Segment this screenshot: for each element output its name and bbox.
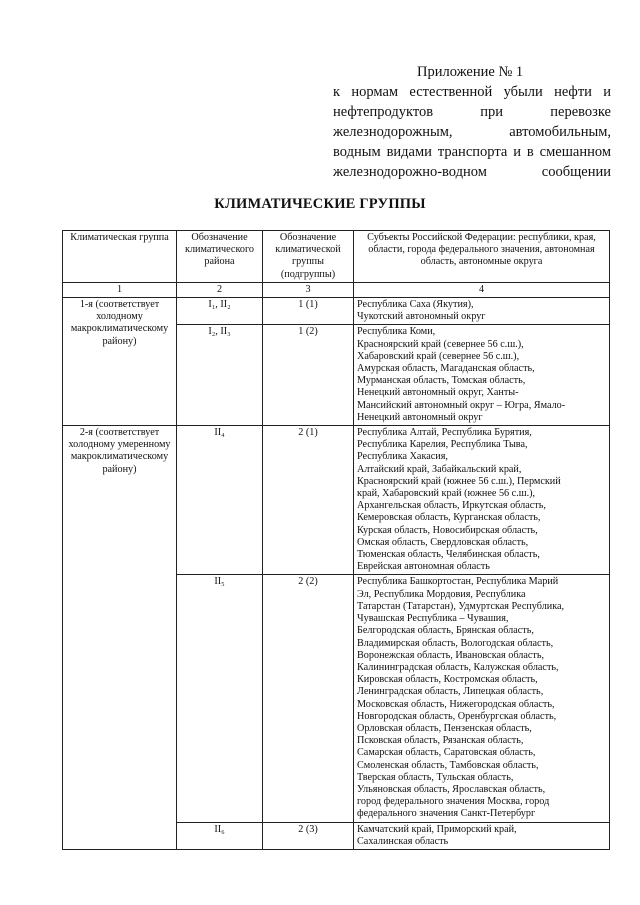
subjects-cell [354,426,610,575]
column-number: 4 [354,282,610,297]
region-code: I₂, II₃ [177,325,263,426]
subject-line: федерального значения Санкт-Петербург [357,808,536,820]
climatic-groups-table [62,230,610,850]
subject-line: Ульяновская область, Ярославская область, [357,783,546,795]
header-cell-group: Климатическая группа [63,231,177,283]
subject-line: Камчатский край, Приморский край, [357,823,517,835]
subject-line: Еврейская автономная область [357,561,490,573]
appendix-line: железнодорожным, автомобильным, [333,124,611,140]
subject-line: Ленинградская область, Липецкая область, [357,686,544,698]
header-cell-subjects: Субъекты Российской Федерации: республики, края, области, города федерального значения, автономная область, автономные округа [354,231,610,283]
subject-line: Сахалинская область [357,835,449,847]
appendix-line: водным видами транспорта и в смешанном [333,144,611,160]
subject-line: Республика Карелия, Республика Тыва, [357,439,528,451]
subject-line: Эл, Республика Мордовия, Республика [357,588,526,600]
subject-line: Мансийский автономный округ – Югра, Ямало- [357,399,566,411]
subject-line: Кемеровская область, Курганская область, [357,512,541,524]
subgroup-code: 2 (1) [263,426,354,575]
subject-line: Красноярский край (севернее 56 с.ш.), [357,338,524,350]
table-row [63,426,610,575]
subject-line: Республика Саха (Якутия), [357,299,474,311]
subject-line: Республика Башкортостан, Республика Марий [357,576,559,588]
subject-line: Татарстан (Татарстан), Удмуртская Республика, [357,600,565,612]
column-number: 2 [177,282,263,297]
region-code: I₁, II₂ [177,298,263,325]
subgroup-code: 1 (2) [263,325,354,426]
appendix-line: к нормам естественной убыли нефти и [333,84,611,100]
region-code: II₅ [177,575,263,822]
subject-line: Смоленская область, Тамбовская область, [357,759,539,771]
appendix-title: Приложение № 1 [417,64,524,80]
subject-line: Чукотский автономный округ [357,311,486,323]
climatic-group-name: 1-я (соответствует холодному макроклиматическому району) [63,298,177,426]
subject-line: Самарская область, Саратовская область, [357,747,536,759]
subject-line: Тверская область, Тульская область, [357,771,514,783]
subject-line: Хабаровский край (севернее 56 с.ш.), [357,350,520,362]
subject-line: Калининградская область, Калужская область, [357,661,559,673]
subject-line: Орловская область, Пензенская область, [357,722,532,734]
column-number: 1 [63,282,177,297]
header-row [63,231,610,283]
region-code: II₄ [177,426,263,575]
subject-line: Ненецкий автономный округ, Ханты- [357,387,519,399]
table-row [63,298,610,325]
subject-line: Ненецкий автономный округ [357,411,483,423]
subject-line: Архангельская область, Иркутская область, [357,500,546,512]
subject-line: Владимирская область, Вологодская область, [357,637,554,649]
subject-line: город федерального значения Москва, город [357,796,550,808]
appendix-line: железнодорожно-водном сообщении [333,164,611,180]
subject-line: Белгородская область, Брянская область, [357,625,534,637]
subjects-cell [354,298,610,325]
climatic-group-name: 2-я (соответствует холодному умеренному макроклиматическому району) [63,426,177,850]
subject-line: Воронежская область, Ивановская область, [357,649,545,661]
page-heading: КЛИМАТИЧЕСКИЕ ГРУППЫ [214,196,426,212]
appendix-line: нефтепродуктов при перевозке [333,104,611,120]
subject-line: Мурманская область, Томская область, [357,375,526,387]
subject-line: Красноярский край (южнее 56 с.ш.), Пермский [357,475,561,487]
subject-line: Алтайский край, Забайкальский край, [357,463,522,475]
subject-line: Новгородская область, Оренбургская область, [357,710,557,722]
subject-line: край, Хабаровский край (южнее 56 с.ш.), [357,488,536,500]
subject-line: Курская область, Новосибирская область, [357,524,538,536]
subgroup-code: 2 (3) [263,822,354,849]
subjects-cell [354,325,610,426]
subject-line: Республика Хакасия, [357,451,448,463]
appendix-block [333,62,611,182]
subgroup-code: 1 (1) [263,298,354,325]
subject-line: Московская область, Нижегородская область, [357,698,555,710]
subject-line: Омская область, Свердловская область, [357,536,529,548]
subject-line: Чувашская Республика – Чувашия, [357,613,509,625]
subjects-cell [354,822,610,849]
column-number: 3 [263,282,354,297]
subject-line: Псковская область, Рязанская область, [357,735,524,747]
column-number-row [63,282,610,297]
subject-line: Республика Алтай, Республика Бурятия, [357,427,532,439]
subject-line: Кировская область, Костромская область, [357,674,538,686]
header-cell-subgroup: Обозначение климатической группы (подгруппы) [263,231,354,283]
subjects-cell [354,575,610,822]
region-code: II₆ [177,822,263,849]
subgroup-code: 2 (2) [263,575,354,822]
subject-line: Республика Коми, [357,326,436,338]
header-cell-region: Обозначение климатического района [177,231,263,283]
subject-line: Амурская область, Магаданская область, [357,363,535,375]
subject-line: Тюменская область, Челябинская область, [357,549,540,561]
